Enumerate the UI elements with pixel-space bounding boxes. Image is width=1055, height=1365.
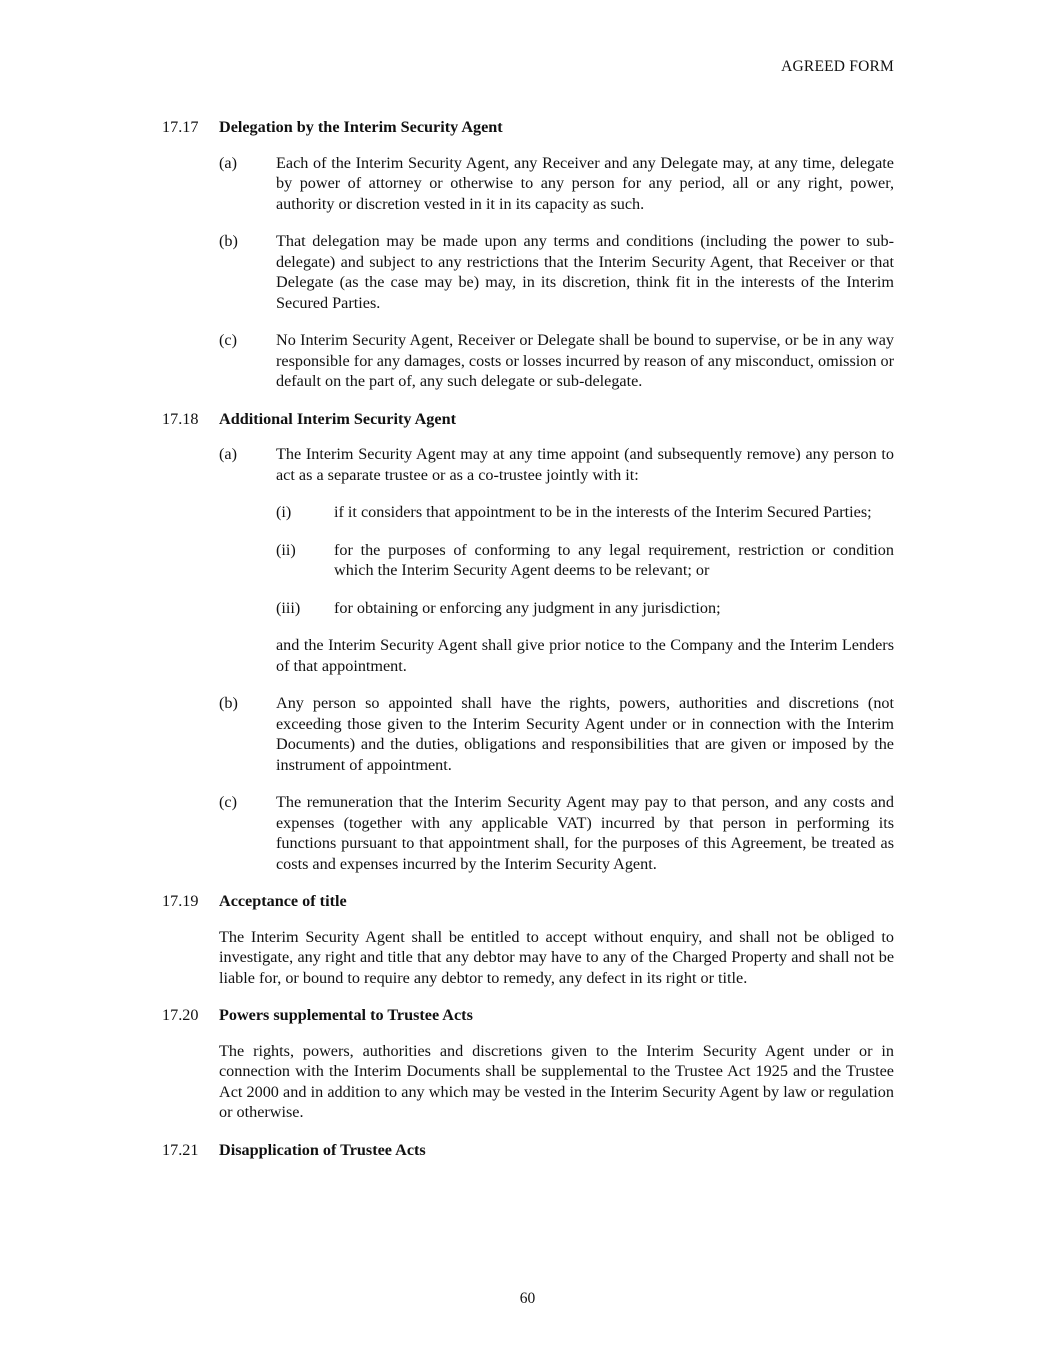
clause-17-18-a <box>219 444 894 485</box>
clause-17-17-a <box>219 153 894 215</box>
section-heading-17-20 <box>162 1005 894 1026</box>
page-number: 60 <box>519 1290 536 1307</box>
subclause-text: for the purposes of conforming to any legal requirement, restriction or condition which the Interim Security Agent deems to be relevant; or <box>334 540 894 579</box>
page-header: AGREED FORM <box>781 58 894 75</box>
clause-label: (b) <box>219 694 238 712</box>
section-number: 17.18 <box>162 409 199 428</box>
subclause-17-18-a-iii <box>276 598 894 619</box>
section-title: Acceptance of title <box>219 892 347 910</box>
section-body-17-20: The rights, powers, authorities and discretions given to the Interim Security Agent under or in connection with the Interim Documents shall be supplemental to the Trustee Act 1925 and the Trustee Act 2000 and in addition to any which may be vested in the Interim Security Agent by law or regulation or otherwise. <box>219 1041 894 1121</box>
clause-label: (b) <box>219 232 238 250</box>
section-title: Additional Interim Security Agent <box>219 409 456 428</box>
section-title: Powers supplemental to Trustee Acts <box>219 1006 473 1024</box>
section-heading-17-18 <box>162 409 894 430</box>
subclause-17-18-a-i <box>276 502 894 523</box>
section-title: Delegation by the Interim Security Agent <box>219 118 503 136</box>
subclause-label: (iii) <box>276 598 301 617</box>
clause-text: No Interim Security Agent, Receiver or Delegate shall be bound to supervise, or be in any way responsible for any damages, costs or losses incurred by reason of any misconduct, omission or default on the part of, any such delegate or sub-delegate. <box>276 331 894 390</box>
section-heading-17-19 <box>162 891 894 912</box>
subclause-label: (i) <box>276 503 292 521</box>
section-title: Disapplication of Trustee Acts <box>219 1140 426 1159</box>
clause-label: (c) <box>219 331 237 349</box>
section-number: 17.20 <box>162 1006 199 1024</box>
document-body <box>162 112 894 1175</box>
clause-17-17-c <box>219 330 894 392</box>
section-heading-17-21 <box>162 1140 894 1161</box>
section-body-17-19: The Interim Security Agent shall be entitled to accept without enquiry, and shall not be obliged to investigate, any right and title that any debtor may have to any of the Charged Property and shall not be liable for, or bound to require any debtor to remedy, any defect in its right or title. <box>219 927 894 987</box>
clause-17-18-a-tail: and the Interim Security Agent shall give prior notice to the Company and the Interim Lenders of that appointment. <box>276 636 894 675</box>
clause-label: (c) <box>219 793 237 811</box>
clause-17-17-b <box>219 231 894 313</box>
clause-label: (a) <box>219 153 237 172</box>
clause-17-18-c <box>219 792 894 874</box>
section-number: 17.17 <box>162 118 199 136</box>
clause-text: The remuneration that the Interim Security Agent may pay to that person, and any costs and expenses (together with any applicable VAT) incurred by that person in performing its functions pursuant to that appointment shall, for the purposes of this Agreement, be treated as costs and expenses incurred by the Interim Security Agent. <box>276 793 894 873</box>
section-number: 17.19 <box>162 892 199 910</box>
clause-text: That delegation may be made upon any terms and conditions (including the power to sub-delegate) and subject to any restrictions that the Interim Security Agent, that Receiver or that Delegate (as the case may be) may, in its discretion, think fit in the interests of the Interim Secured Parties. <box>276 232 894 312</box>
section-heading-17-17 <box>162 117 894 138</box>
clause-text: Any person so appointed shall have the rights, powers, authorities and discretions (not exceeding those given to the Interim Security Agent under or in connection with the Interim Documents) and the duties, obligations and responsibilities that are given or imposed by the instrument of appointment. <box>276 694 894 774</box>
subclause-label: (ii) <box>276 540 296 559</box>
subclause-text: if it considers that appointment to be in the interests of the Interim Secured Parties; <box>334 503 872 521</box>
clause-label: (a) <box>219 445 237 463</box>
subclause-17-18-a-ii <box>276 540 894 581</box>
clause-text: Each of the Interim Security Agent, any Receiver and any Delegate may, at any time, delegate by power of attorney or otherwise to any person for any period, all or any right, power, authority or discretion vested in it in its capacity as such. <box>276 153 894 213</box>
clause-17-18-b <box>219 693 894 775</box>
subclause-text: for obtaining or enforcing any judgment in any jurisdiction; <box>334 598 721 617</box>
clause-text: The Interim Security Agent may at any time appoint (and subsequently remove) any person to act as a separate trustee or as a co-trustee jointly with it: <box>276 445 894 484</box>
section-number: 17.21 <box>162 1140 199 1159</box>
